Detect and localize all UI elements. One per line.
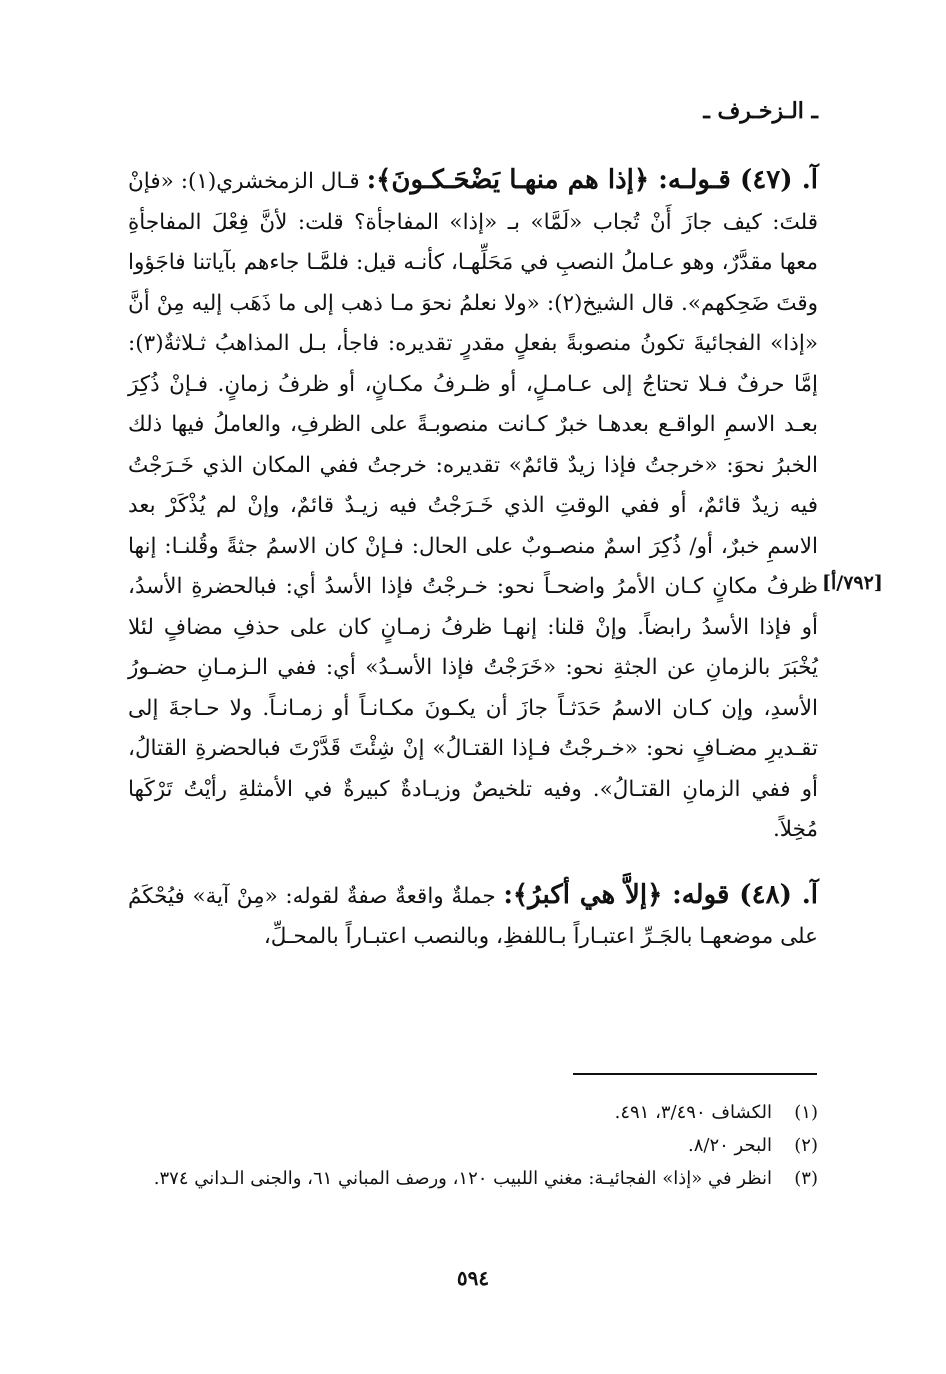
paragraph-47 bbox=[128, 160, 818, 851]
page-number: ٥٩٤ bbox=[456, 1266, 490, 1290]
footnotes bbox=[128, 1096, 818, 1195]
verse-label-48: آ. (٤٨) قوله: ﴿إلاَّ هي أكبرُ﴾: bbox=[503, 879, 818, 910]
footnote-1 bbox=[128, 1096, 818, 1129]
footnote-divider bbox=[573, 1073, 817, 1075]
running-head: ـ الـزخـرف ـ bbox=[703, 98, 818, 124]
footnote-text: البحر ٨/٢٠. bbox=[687, 1135, 772, 1156]
footnote-number: (٣) bbox=[794, 1168, 818, 1189]
verse-label-47: آ. (٤٧) قـولـه: ﴿إذا هم منهـا يَضْحَـكـونَ﴾: bbox=[366, 165, 818, 195]
paragraph-48-text: جملةٌ واقعةٌ صفةٌ لقوله: «مِنْ آية» فيُحْكَمُ على موضعهـا بالجَـرِّ اعتبـاراً بـاللفظِ، وبالنصب اعتبـاراً بالمحـلِّ، bbox=[128, 883, 818, 949]
footnote-3 bbox=[128, 1162, 818, 1195]
manuscript-folio-note: [٧٩٢/أ] bbox=[822, 572, 883, 594]
footnote-number: (١) bbox=[794, 1102, 818, 1123]
footnote-text: انظر في «إذا» الفجائيـة: مغني اللبيب ١٢٠، ورصف المباني ٦١، والجنى الـداني ٣٧٤. bbox=[153, 1168, 772, 1189]
footnote-number: (٢) bbox=[794, 1135, 818, 1156]
paragraph-48 bbox=[128, 875, 818, 958]
footnote-text: الكشاف ٣/٤٩٠، ٤٩١. bbox=[614, 1102, 772, 1123]
footnote-2 bbox=[128, 1129, 818, 1162]
main-text bbox=[128, 160, 818, 958]
paragraph-47-text: قـال الزمخشري(١): «فإنْ قلتَ: كيف جازَ أَنْ تُجاب «لَمَّا» بـ «إذا» المفاجأة؟ قلت: لأنَّ فِعْلَ المفاجأةِ معها مقدَّرٌ، وهو عـاملُ النصبِ في مَحَلِّهـا، كأنـه قيل: فلمَّـا جاءهم بآياتنا فاجَؤوا وقتَ ضَحِكهم». قال الشيخ(٢): «ولا نعلمُ نحوَ مـا ذهب إلى ما ذَهَب إليه مِنْ أنَّ «إذا» الفجائيةَ تكونُ منصوبةً بفعلٍ مقدرٍ تقديره: فاجأ، بـل المذاهبُ ثـلاثةٌ(٣): إمَّا حرفٌ فـلا تحتاجُ إلى عـامـلٍ، أو ظـرفُ مكـانٍ، أو ظرفُ زمانٍ. فـإنْ ذُكِرَ بعـد الاسمِ الواقـع بعدهـا خبرٌ كـانت منصوبـةً على الظرفِ، والعاملُ فيها ذلك الخبرُ نحوَ: «خرجتُ فإذا زيدٌ قائمٌ» تقديره: خرجتُ ففي المكان الذي خَـرَجْتُ فيه زيدٌ قائمٌ، أو ففي الوقتِ الذي خَـرَجْتُ فيه زيـدٌ قائمٌ، وإنْ لم يُذْكَرْ بعد الاسمِ خبرٌ، أو/ ذُكِرَ اسمٌ منصـوبٌ على الحال: فـإنْ كان الاسمُ جثةً وقُلنـا: إنها ظرفُ مكانٍ كـان الأمرُ واضحـاً نحو: خـرجْتُ فإذا الأسدُ أي: فبالحضرةِ الأسدُ، أو فإذا الأسدُ رابضاً. وإنْ قلنا: إنهـا ظرفُ زمـانٍ كان على حذفِ مضافٍ لئلا يُخْبَرَ بالزمانِ عن الجثةِ نحو: «خَرَجْتُ فإذا الأسـدُ» أي: ففي الـزمـانِ حضـورُ الأسدِ، وإن كـان الاسمُ حَدَثـاً جازَ أن يكـونَ مكـانـاً أو زمـانـاً. ولا حـاجةَ إلى تقـديرِ مضـافٍ نحو: «خـرجْتُ فـإذا القتـالُ» إنْ شِئْتَ قَدَّرْتَ فبالحضرةِ القتالُ، أو ففي الزمانِ القتـالُ». وفيه تلخيصٌ وزيـادةٌ كبيرةٌ في الأمثلةِ رأيْتُ تَرْكَها مُخِلاً. bbox=[128, 169, 818, 842]
